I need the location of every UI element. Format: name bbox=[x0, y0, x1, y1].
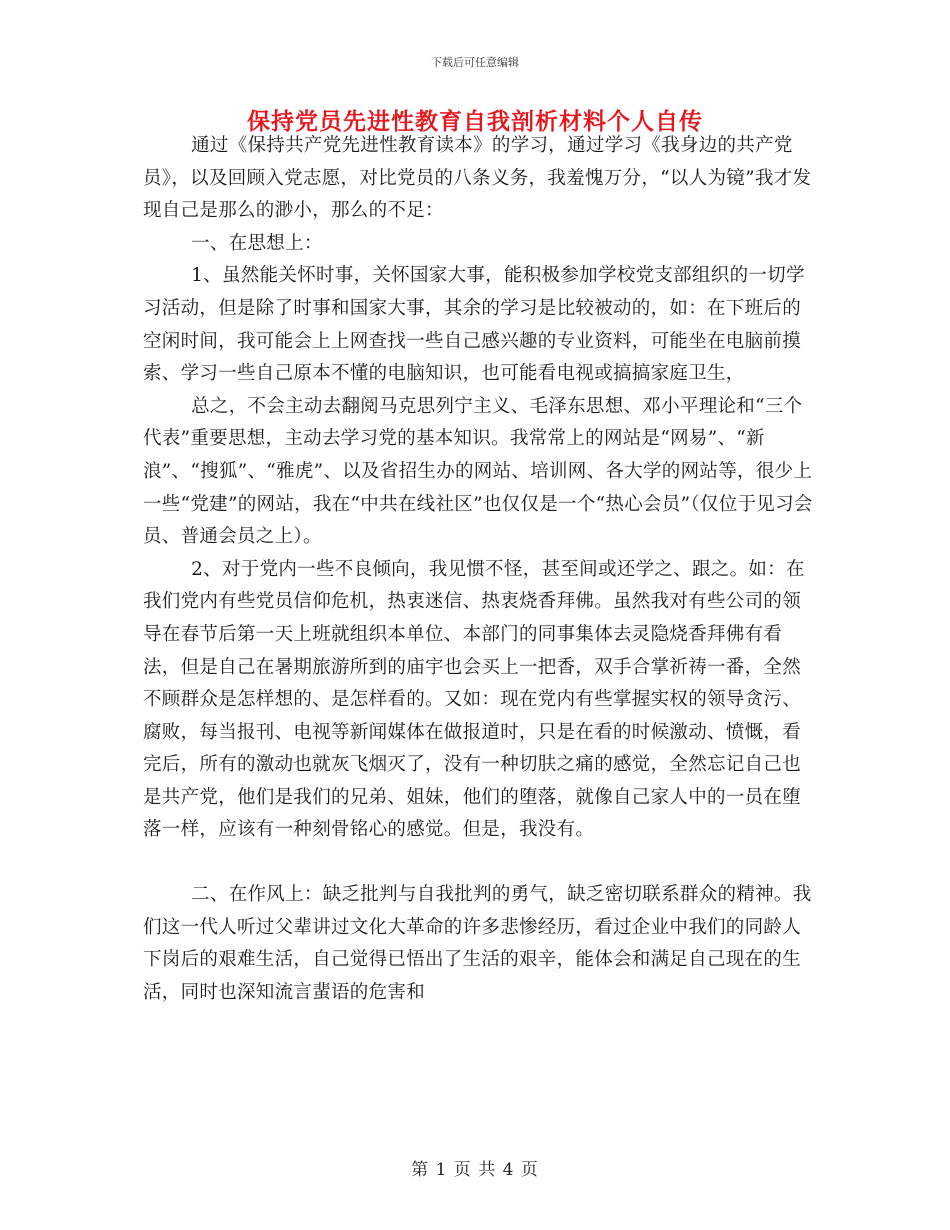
paragraph-section-style: 二、在作风上：缺乏批判与自我批判的勇气，缺乏密切联系群众的精神。我们这一代人听过父辈讲过文化大革命的许多悲惨经历，看过企业中我们的同龄人下岗后的艰难生活，自己觉得已悟出了生活的艰辛，能体会和满足自己现在的生活，同时也深知流言蜚语的危害和 bbox=[143, 884, 812, 1003]
page-number: 第 1 页 共 4 页 bbox=[411, 1160, 539, 1180]
paragraph-point-1: 1、虽然能关怀时事，关怀国家大事，能积极参加学校党支部组织的一切学习活动，但是除了时事和国家大事，其余的学习是比较被动的，如：在下班后的空闲时间，我可能会上上网查找一些自己感兴趣的专业资料，可能坐在电脑前摸索、学习一些自己原本不懂的电脑知识，也可能看电视或搞搞家庭卫生， bbox=[143, 265, 805, 385]
paragraph-point-2: 2、对于党内一些不良倾向，我见惯不怪，甚至间或还学之、跟之。如：在我们党内有些党员信仰危机，热衷迷信、热衷烧香拜佛。虽然我对有些公司的领导在春节后第一天上班就组织本单位、本部门的同事集体去灵隐烧香拜佛有看法，但是自己在暑期旅游所到的庙宇也会买上一把香，双手合掌祈祷一番，全然不顾群众是怎样想的、是怎样看的。又如：现在党内有些掌握实权的领导贪污、腐败，每当报刊、电视等新闻媒体在做报道时，只是在看的时候激动、愤慨，看完后，所有的激动也就灰飞烟灭了，没有一种切肤之痛的感觉，全然忘记自己也是共产党，他们是我们的兄弟、姐妹，他们的堕落，就像自己家人中的一员在堕落一样，应该有一种刻骨铭心的感觉。但是，我没有。 bbox=[143, 558, 805, 841]
paragraph-summary: 总之，不会主动去翻阅马克思列宁主义、毛泽东思想、邓小平理论和“三个代表”重要思想，主动去学习党的基本知识。我常常上的网站是“网易”、“新浪”、“搜狐”、“雅虎”、以及省招生办的网站、培训网、各大学的网站等，很少上一些“党建”的网站，我在“中共在线社区”也仅仅是一个“热心会员”（仅位于见习会员、普通会员之上）。 bbox=[143, 395, 813, 548]
document-title: 保持党员先进性教育自我剖析材料个人自传 bbox=[247, 108, 703, 135]
section-heading-thought: 一、在思想上： bbox=[191, 232, 323, 254]
header-note: 下载后可任意编辑 bbox=[431, 56, 519, 69]
document-body bbox=[143, 130, 815, 1009]
paragraph-intro: 通过《保持共产党先进性教育读本》的学习，通过学习《我身边的共产党员》，以及回顾入党志愿，对比党员的八条义务，我羞愧万分，“以人为镜”我才发现自己是那么的渺小，那么的不足： bbox=[143, 135, 812, 222]
